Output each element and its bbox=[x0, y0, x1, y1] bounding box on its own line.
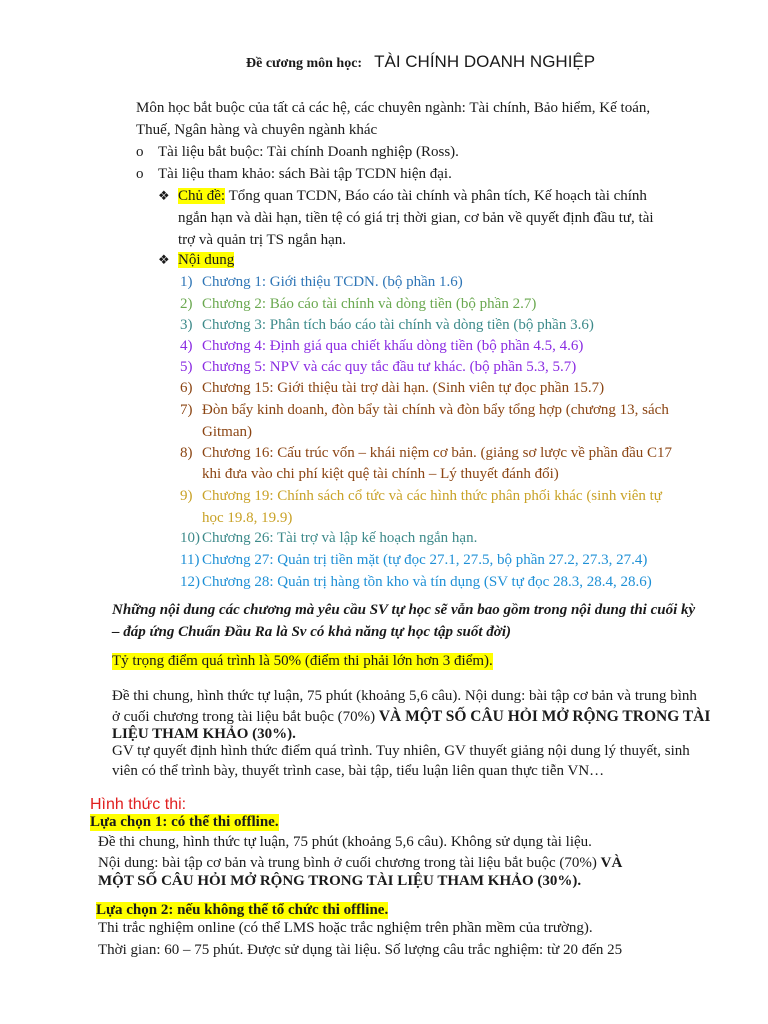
chapter-item: 2) Chương 2: Báo cáo tài chính và dòng tiền (bộ phần 2.7) bbox=[180, 296, 537, 312]
intro-line-1: Môn học bắt buộc của tất cả các hệ, các chuyên ngành: Tài chính, Bảo hiểm, Kế toán, bbox=[136, 100, 651, 116]
chapter-item: 1) Chương 1: Giới thiệu TCDN. (bộ phần 1.6) bbox=[180, 274, 463, 290]
intro-line-2: Thuế, Ngân hàng và chuyên ngành khác bbox=[136, 122, 378, 138]
option-2-line-1: Thi trắc nghiệm online (có thể LMS hoặc trắc nghiệm trên phần mềm của trường). bbox=[98, 920, 593, 936]
option-1-line-3: MỘT SỐ CÂU HỎI MỞ RỘNG TRONG TÀI LIỆU THAM KHẢO (30%). bbox=[98, 873, 582, 889]
exam-line-5: viên có thể trình bày, thuyết trình case, bài tập, tiểu luận liên quan thực tiễn VN… bbox=[112, 763, 605, 779]
chapter-item: 4) Chương 4: Định giá qua chiết khấu dòng tiền (bộ phần 4.5, 4.6) bbox=[180, 338, 584, 354]
bullet-marker: o bbox=[136, 166, 144, 182]
topic-line-1 bbox=[158, 188, 647, 205]
bullet-marker: o bbox=[136, 144, 144, 160]
chapter-item: 3) Chương 3: Phân tích báo cáo tài chính và dòng tiền (bộ phần 3.6) bbox=[180, 317, 594, 333]
exam-line-2: ở cuối chương trong tài liệu bắt buộc (70%) VÀ MỘT SỐ CÂU HỎI MỞ RỘNG TRONG TÀI bbox=[112, 708, 711, 725]
option-1-label: Lựa chọn 1: có thể thi offline. bbox=[90, 814, 279, 830]
chapter-item: 9) Chương 19: Chính sách cổ tức và các hình thức phân phối khác (sinh viên tự bbox=[180, 488, 662, 504]
diamond-bullet-icon: ❖ bbox=[158, 189, 170, 204]
chapter-item: 11) Chương 27: Quản trị tiền mặt (tự đọc 27.1, 27.5, bộ phần 27.2, 27.3, 27.4) bbox=[180, 552, 648, 568]
chapter-item: 5) Chương 5: NPV và các quy tắc đầu tư khác. (bộ phần 5.3, 5.7) bbox=[180, 359, 577, 375]
chapter-item: 8) Chương 16: Cấu trúc vốn – khái niệm cơ bản. (giảng sơ lược về phần đầu C17 bbox=[180, 445, 672, 461]
option-1-line-2: Nội dung: bài tập cơ bản và trung bình ở cuối chương trong tài liệu bắt buộc (70%) VÀ bbox=[98, 855, 623, 871]
diamond-bullet-icon: ❖ bbox=[158, 253, 170, 268]
chapter-item-continuation: học 19.8, 19.9) bbox=[202, 510, 293, 526]
chapter-item: 10) Chương 26: Tài trợ và lập kế hoạch ngắn hạn. bbox=[180, 530, 478, 546]
topic-text-1: Tổng quan TCDN, Báo cáo tài chính và phân tích, Kế hoạch tài chính bbox=[225, 188, 647, 204]
content-label-line bbox=[158, 252, 234, 269]
chapter-item-continuation: khi đưa vào chi phí kiệt quệ tài chính – Lý thuyết đánh đổi) bbox=[202, 466, 559, 482]
topic-label: Chủ đề: bbox=[178, 188, 226, 204]
topic-line-3: trợ và quản trị TS ngắn hạn. bbox=[178, 232, 347, 248]
chapter-item: 12) Chương 28: Quản trị hàng tồn kho và tín dụng (SV tự đọc 28.3, 28.4, 28.6) bbox=[180, 574, 652, 590]
self-study-note-line-2: – đáp ứng Chuẩn Đầu Ra là Sv có khả năng tự học tập suốt đời) bbox=[112, 624, 512, 640]
exam-form-heading: Hình thức thi: bbox=[90, 796, 187, 813]
exam-line-1: Đề thi chung, hình thức tự luận, 75 phút (khoảng 5,6 câu). Nội dung: bài tập cơ bản và trung bình bbox=[112, 688, 697, 704]
title-main: TÀI CHÍNH DOANH NGHIỆP bbox=[374, 52, 596, 71]
exam-line-3: LIỆU THAM KHẢO (30%). bbox=[112, 726, 296, 742]
self-study-note-line-1: Những nội dung các chương mà yêu cầu SV tự học sẽ vẫn bao gồm trong nội dung thi cuối kỳ bbox=[112, 602, 696, 618]
page-title bbox=[246, 52, 595, 72]
bullet-reference bbox=[136, 166, 452, 183]
score-weight: Tỷ trọng điểm quá trình là 50% (điểm thi phải lớn hơn 3 điểm). bbox=[112, 653, 493, 669]
topic-line-2: ngắn hạn và dài hạn, tiền tệ có giá trị thời gian, cơ bản về quyết định đầu tư, tài bbox=[178, 210, 654, 226]
chapter-item-continuation: Gitman) bbox=[202, 424, 252, 440]
option-2-line-2: Thời gian: 60 – 75 phút. Được sử dụng tài liệu. Số lượng câu trắc nghiệm: từ 20 đến 25 bbox=[98, 942, 623, 958]
exam-line-4: GV tự quyết định hình thức điểm quá trình. Tuy nhiên, GV thuyết giảng nội dung lý thuyết, sinh bbox=[112, 743, 690, 759]
bullet-text: Tài liệu bắt buộc: Tài chính Doanh nghiệp (Ross). bbox=[158, 144, 459, 160]
chapter-item: 6) Chương 15: Giới thiệu tài trợ dài hạn. (Sinh viên tự đọc phần 15.7) bbox=[180, 380, 605, 396]
title-prefix: Đề cương môn học: bbox=[246, 56, 363, 71]
option-2-label: Lựa chọn 2: nếu không thể tổ chức thi offline. bbox=[96, 902, 389, 918]
option-1-line-1: Đề thi chung, hình thức tự luận, 75 phút (khoảng 5,6 câu). Không sử dụng tài liệu. bbox=[98, 834, 592, 850]
chapter-item: 7) Đòn bẩy kinh doanh, đòn bẩy tài chính và đòn bẩy tổng hợp (chương 13, sách bbox=[180, 402, 669, 418]
bullet-text: Tài liệu tham khảo: sách Bài tập TCDN hiện đại. bbox=[158, 166, 452, 182]
content-label: Nội dung bbox=[178, 252, 235, 268]
bullet-required bbox=[136, 144, 459, 161]
